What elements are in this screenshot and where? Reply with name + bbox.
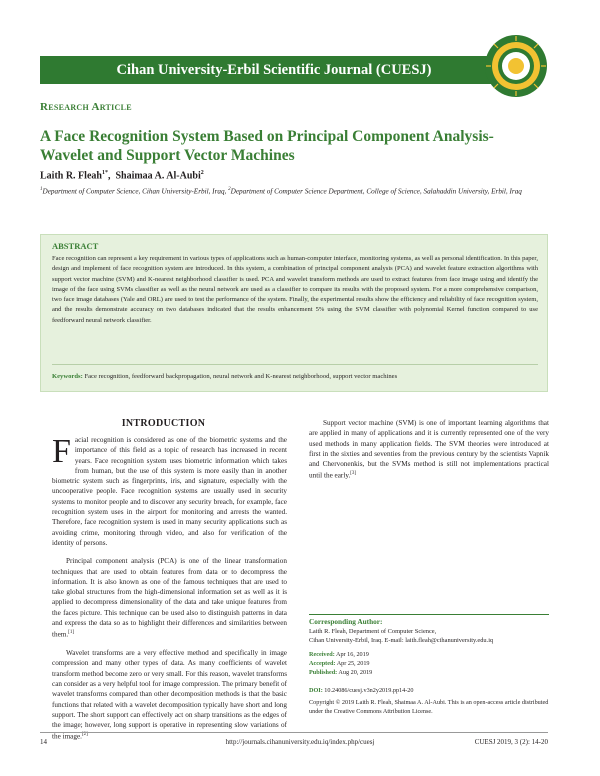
doi-value[interactable]: 10.24086/cuesj.v3n2y2019.pp14-20 [324,687,414,694]
keywords [52,373,538,380]
author-marks: 1* [101,170,108,176]
received-date [309,651,372,660]
right-column [309,418,549,489]
paragraph-text: Wavelet transforms are a very effective method and specifically in image compression and many other types of data. As many coefficients of wavelet transform method become zero or very small. For this reason, wavelet transforms can consider as a very helpful tool for image compression. The primary benefit of wavelet transforms compared than other decomposition methods is that the basic functions that related with a wavelet decomposition typically have short and long support. The short support can effectively act on sharp transitions as the edges of the image; however, long support is operative in representing slow variations of the image. [52,649,287,741]
affiliations [40,185,555,197]
author-list: Laith R. Fleah$^{1*}$, Shaimaa A. Al-Aubi$^2$ [40,170,204,182]
date-value: Aug 20, 2019 [338,668,373,676]
affiliation-2: Department of Computer Science Department, College of Science, Salahaddin University, Erbil, Iraq [230,187,522,196]
author-name: Laith R. Fleah [40,170,102,182]
paragraph-text: acial recognition is considered as one of the biometric systems and the importance of this field as a topic of research has increased in recent years. Face recognition system uses biometric information which takes from human, but the use of this system is more easily than in another biometric system such as fingerprints, iris, and signature, especially with the uncooperative people. Face recognition systems are usually used in security systems to monitor people and to discover any security breach, for example, face recognition system uses in the airport for monitoring and arrests the wanted. Therefore, face recognition system is used in many security applications such as avoiding crime, monitoring through video, and also for verification of the identity of persons. [52,436,287,547]
introduction-heading: INTRODUCTION [121,418,206,429]
citation-ref: [2] [81,732,88,738]
corresponding-line-2: Cihan University-Erbil, Iraq. E-mail: laith.fleah@cihanuniversity.edu.iq [309,637,494,644]
left-column [52,435,287,750]
affiliation-number: 2 [228,187,231,192]
footer-divider [40,732,548,733]
doi [309,687,414,694]
affiliation-1: Department of Computer Science, Cihan University-Erbil, Iraq, [42,187,227,196]
paragraph-text: Principal component analysis (PCA) is one of the linear transformation techniques that are used to obtain features from data or to decompress the information. It is also known as one of the famous techniques that are used to take global structures from the high-dimensional information set as well as it is applied to decompress dimensionality of the data and take unique features from the faces picture. This technique can be used also to distinguish patterns in data and express the data so as to highlight their differences and similarities between them. [52,557,287,639]
author-name: Shaimaa A. Al-Aubi [115,170,201,182]
date-value: Apr 16, 2019 [336,651,369,658]
abstract-text: Face recognition can represent a key requirement in various types of applications such as human-computer interface, monitoring systems, as well as personal identification. In this paper, design and implement of face recognition system are introduced. In this system, a combination of principal component analysis (PCA) and wavelet feature extraction algorithms with support vector machine (SVM) and K-nearest neighborhood classifier is used. PCA and wavelet transform methods are used to extract features from face image using and identify the image of the face using SVMs classifier as well as the neural network are used as a classifier to compare its results with the proposed system. For a more comprehensive comparison, two face image databases (Yale and ORL) are used to test the performance of the system. Finally, the experimental results show the efficiency and reliability of face recognition system, and the results demonstrate accuracy on two databases indicated that the results enhancement 5% using the SVM classifier with polynomial Kernel function compared to use feedforward neural network classifier. [52,255,538,324]
citation-ref: [1] [68,630,75,636]
published-date [309,669,372,678]
correspondence-divider [309,614,549,615]
license-notice: Copyright © 2019 Laith R. Fleah, Shaimaa A. Al-Aubi. This is an open-access article distributed under the Creative Commons Attribution License. [309,699,549,715]
keywords-divider [52,364,538,365]
intro-paragraph-3 [52,648,287,742]
date-label: Published: [309,668,338,676]
journal-url-link[interactable]: http://journals.cihanuniversity.edu.iq/index.php/cuesj [225,738,375,746]
doi-label: DOI: [309,687,323,694]
affiliation-number: 1 [40,187,43,192]
author-marks: 2 [200,170,204,176]
paper-title: A Face Recognition System Based on Principal Component Analysis-Wavelet and Support Vector Machines [40,128,494,164]
drop-cap: F [52,433,71,470]
corresponding-author-details [309,627,549,645]
date-label: Accepted: [309,659,336,667]
page-number: 14 [40,738,47,746]
accepted-date [309,660,372,669]
article-dates [309,651,372,677]
intro-paragraph-4 [309,418,549,481]
keywords-label: Keywords: [52,373,83,380]
citation-ref: [3] [350,471,357,477]
keywords-text: Face recognition, feedforward backpropagation, neural network and K-nearest neighborhood, support vector machines [84,373,398,380]
date-value: Apr 25, 2019 [336,659,370,667]
article-type: Research Article [40,101,132,113]
footer-citation: CUESJ 2019, 3 (2): 14-20 [474,738,548,746]
abstract-heading: ABSTRACT [52,241,99,251]
intro-paragraph-1 [52,435,287,548]
journal-banner: Cihan University-Erbil Scientific Journal (CUESJ) [40,56,508,84]
paragraph-text: Support vector machine (SVM) is one of important learning algorithms that are applied in many of applications and it is currently represented one of the very used methods in many application fields. The SVM theories were introduced at first in the sixties and seventies from the previous century by the scientists Vapnik and Chervonenkis, but the SVMs method is still not implementations practical until the early. [309,419,549,480]
university-seal-logo [484,34,548,98]
intro-paragraph-2 [52,556,287,640]
corresponding-line-1: Laith R. Fleah, Department of Computer Science, [309,628,437,635]
date-label: Received: [309,651,335,658]
corresponding-author-heading: Corresponding Author: [309,617,383,626]
